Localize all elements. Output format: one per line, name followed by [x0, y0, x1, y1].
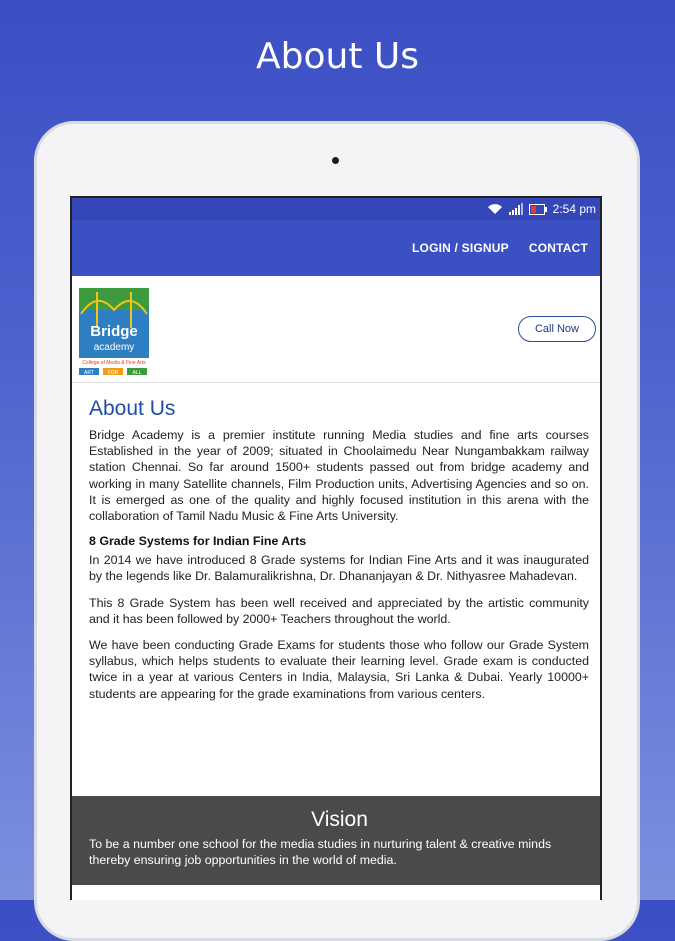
- top-nav: [72, 220, 600, 276]
- grade-para-3: We have been conducting Grade Exams for students those who follow our Grade System syllabus, which helps students to evaluate their learning level. Grade exam is conducted twice in a year at various Centers in India, Malaysia, Sri Lanka & Dubai. Yearly 10000+ students are appearing for the grade examinations from various centers.: [89, 638, 589, 701]
- login-signup-link[interactable]: LOGIN / SIGNUP: [412, 241, 509, 255]
- status-time: 2:54 pm: [552, 202, 596, 216]
- logo-badge-all: ALL: [132, 370, 142, 376]
- signal-icon: [509, 203, 523, 215]
- below-area: [72, 885, 600, 900]
- logo-badge-art: ART: [84, 370, 94, 376]
- vision-text: To be a number one school for the media studies in nurturing talent & creative minds thereby ensuring job opportunities in the world of media.: [89, 837, 552, 867]
- call-now-button[interactable]: Call Now: [518, 316, 596, 342]
- promo-title: About Us: [256, 36, 419, 77]
- vision-section: [72, 796, 600, 885]
- app-screen: [70, 196, 602, 900]
- contact-link[interactable]: CONTACT: [528, 241, 588, 255]
- about-intro: Bridge Academy is a premier institute running Media studies and fine arts courses Established in the year of 2009; situated in Choolaimedu Near Nungambakkam railway station Chennai. So far around 1500+ students passed out from bridge academy and working in many Satellite channels, Film Production units, Advertising Agencies and so on. It is emerged as one of the quality and highly focused institution in this arena with the collaboration of Tamil Nadu Music & Fine Arts University.: [89, 428, 589, 524]
- status-bar: [72, 198, 600, 220]
- about-heading: About Us: [89, 397, 176, 420]
- vision-title: Vision: [311, 808, 368, 831]
- about-content: [72, 383, 600, 702]
- wifi-icon: [487, 203, 503, 215]
- bridge-academy-logo[interactable]: [79, 288, 151, 376]
- grade-para-1: In 2014 we have introduced 8 Grade systems for Indian Fine Arts and it was inaugurated by the legends like Dr. Balamuralikrishna, Dr. Dhananjayan & Dr. Nithyasree Mahadevan.: [89, 553, 589, 584]
- camera-dot: [332, 157, 339, 164]
- grade-systems-heading: 8 Grade Systems for Indian Fine Arts: [89, 534, 307, 549]
- brand-bar: [72, 276, 600, 383]
- logo-badge-for: FOR: [107, 370, 119, 376]
- grade-para-2: This 8 Grade System has been well received and appreciated by the artistic community and it has been followed by 2000+ Teachers throughout the world.: [89, 595, 589, 626]
- battery-icon: [529, 204, 547, 215]
- logo-line2: academy: [93, 342, 135, 353]
- logo-tagline: College of Media & Fine Arts: [82, 360, 146, 366]
- logo-line1: Bridge: [90, 323, 138, 340]
